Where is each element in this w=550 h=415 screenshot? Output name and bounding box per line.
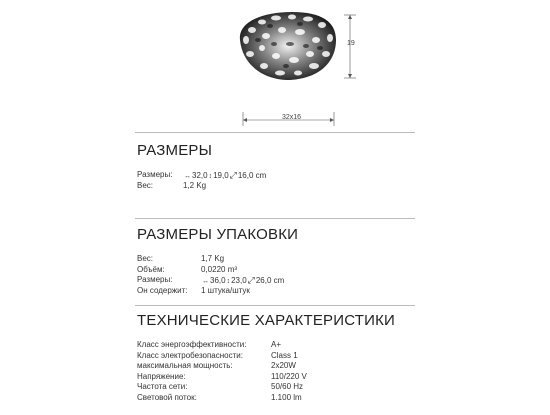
divider	[135, 132, 415, 133]
spec-row	[137, 393, 307, 404]
technical-list	[137, 340, 307, 403]
spec-row	[137, 361, 307, 372]
spec-label: Размеры:	[137, 275, 173, 284]
spec-label: Напряжение:	[137, 371, 186, 381]
spec-label: Класс энергоэффективности:	[137, 340, 247, 349]
spec-value: 1 штука/штук	[201, 285, 250, 295]
spec-row	[137, 286, 284, 297]
spec-value: 50/60 Hz	[271, 382, 304, 391]
spec-value: A+	[271, 340, 282, 349]
width-value: 19,0	[213, 171, 229, 180]
spec-label: Размеры:	[137, 170, 173, 179]
spec-row	[137, 265, 284, 276]
height-value: 16,0 cm	[237, 171, 267, 180]
spec-value	[201, 275, 284, 286]
dimensions-title: РАЗМЕРЫ	[137, 142, 213, 159]
spec-value	[183, 170, 266, 181]
spec-value: 0,0220 m³	[201, 264, 238, 274]
height-value: 26,0 cm	[255, 276, 285, 285]
divider	[135, 305, 415, 306]
spec-label: Класс электробезопасности:	[137, 350, 243, 360]
horizontal-double-arrow-icon: ↔	[202, 278, 209, 285]
width-dimension-label: 32x16	[282, 114, 302, 121]
spec-value: Class 1	[271, 350, 298, 360]
spec-row	[137, 170, 266, 181]
diagonal-arrow-icon: ⤢	[229, 170, 237, 180]
length-value: 32,0	[192, 171, 208, 180]
package-list	[137, 254, 284, 296]
spec-label: Он содержит:	[137, 285, 188, 295]
spec-label: Частота сети:	[137, 382, 188, 391]
lamp-drawing-svg	[0, 0, 550, 130]
vertical-double-arrow-icon: ↕	[208, 173, 213, 180]
diagonal-arrow-icon: ⤢	[247, 275, 255, 285]
divider	[135, 218, 415, 219]
spec-label: Световой поток:	[137, 392, 197, 402]
spec-row	[137, 382, 307, 393]
length-value: 36,0	[210, 276, 226, 285]
spec-row	[137, 351, 307, 362]
product-drawing	[0, 0, 550, 130]
spec-value: 110/220 V	[271, 371, 307, 381]
spec-value: 1,2 Kg	[183, 180, 207, 190]
height-dimension-label: 19	[347, 40, 355, 47]
vertical-double-arrow-icon: ↕	[226, 278, 231, 285]
spec-value: 1,7 Kg	[201, 254, 225, 263]
spec-label: Вес:	[137, 254, 154, 263]
spec-label: максимальная мощность:	[137, 361, 233, 370]
spec-value: 2x20W	[271, 361, 296, 370]
width-value: 23,0	[231, 276, 247, 285]
package-title: РАЗМЕРЫ УПАКОВКИ	[137, 226, 299, 243]
spec-row	[137, 181, 266, 192]
spec-label: Объём:	[137, 264, 165, 274]
dimensions-list	[137, 170, 266, 191]
spec-row	[137, 340, 307, 351]
spec-label: Вес:	[137, 180, 154, 190]
spec-row	[137, 372, 307, 383]
spec-value: 1.100 lm	[271, 392, 302, 402]
horizontal-double-arrow-icon: ↔	[184, 173, 191, 180]
spec-row	[137, 275, 284, 286]
technical-title: ТЕХНИЧЕСКИЕ ХАРАКТЕРИСТИКИ	[137, 312, 396, 329]
spec-row	[137, 254, 284, 265]
wall-lamp-image	[240, 12, 336, 80]
